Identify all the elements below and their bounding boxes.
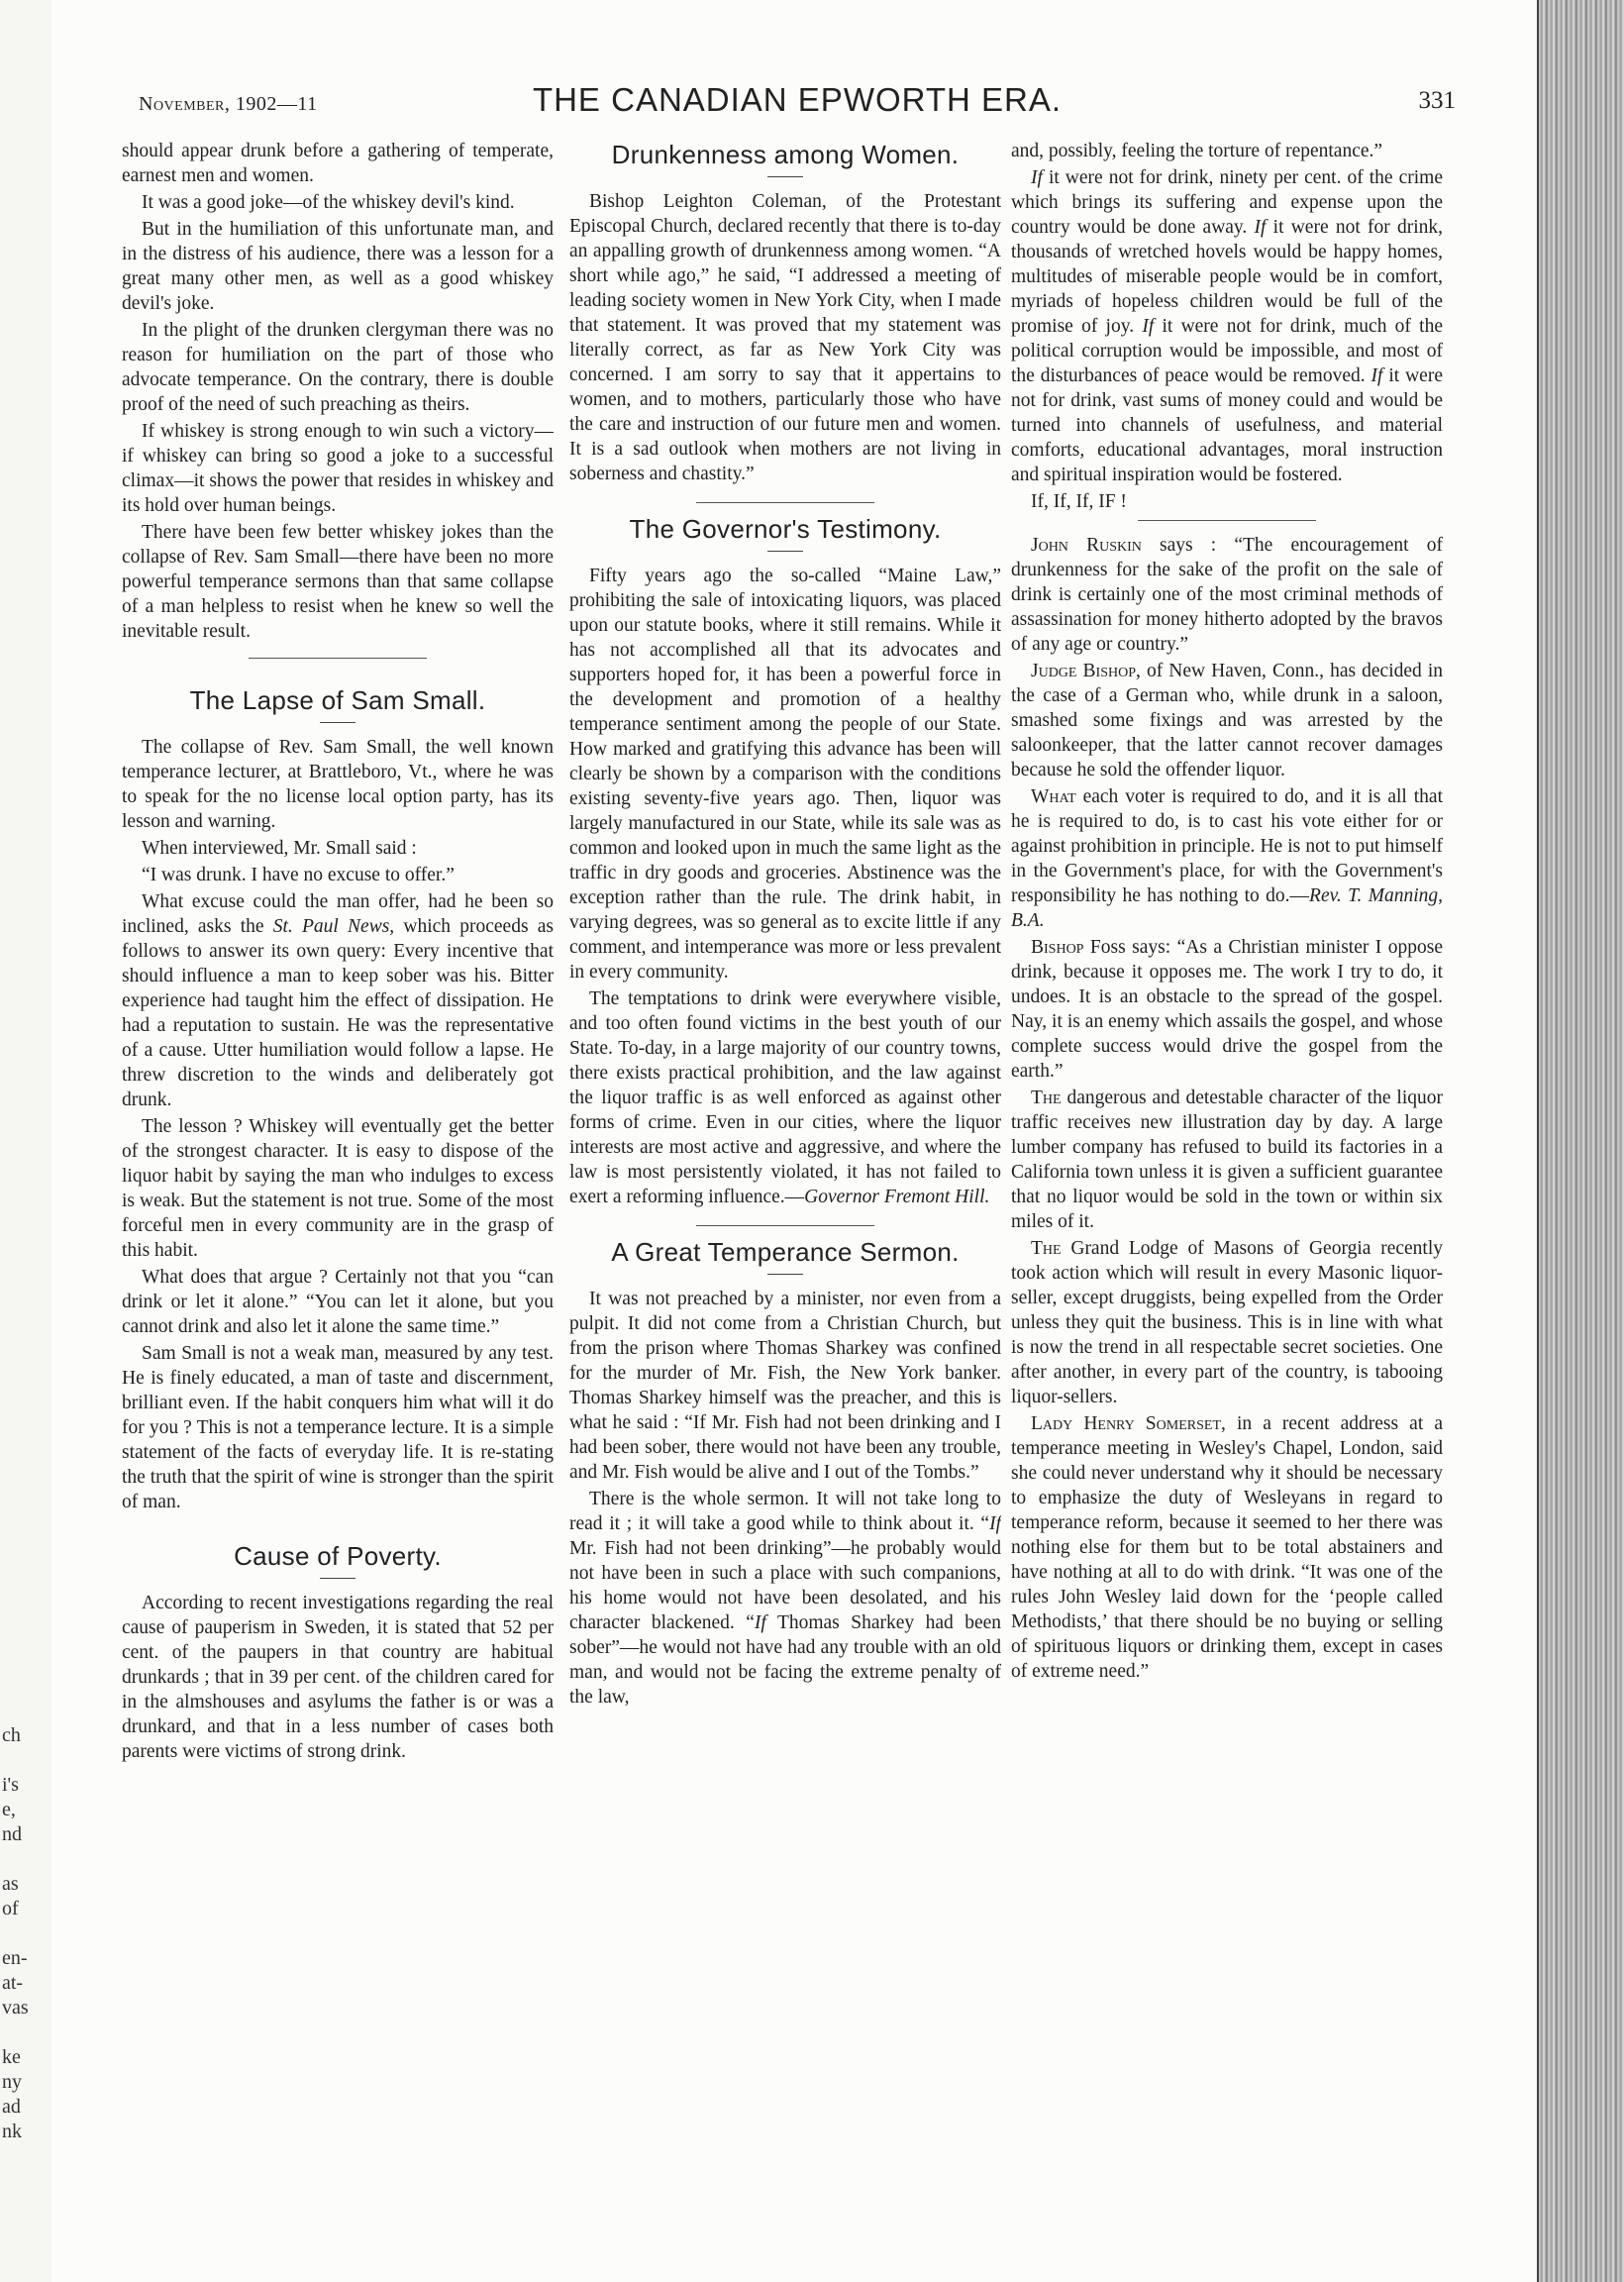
text-run: What excuse could the man offer, had he been so inclined, asks the bbox=[122, 891, 554, 937]
article-heading-lapse: The Lapse of Sam Small. bbox=[189, 685, 486, 715]
paragraph: The collapse of Rev. Sam Small, the well known temperance lecturer, at Brattleboro, Vt., where he was to speak for the no license local option party, has its lesson and warning. bbox=[122, 737, 554, 832]
section-rule bbox=[1138, 520, 1316, 521]
emphasis: If bbox=[1254, 217, 1267, 238]
text-run: There is the whole sermon. It will not take long to read it ; it will take a good while to think about it. “ bbox=[569, 1489, 1001, 1534]
text-run: says : “The encouragement of drunkenness for the sake of the profit on the sale of drink is certainly one of the most criminal methods of assassination for money hitherto adopted by the bravos of any age or country.” bbox=[1011, 535, 1443, 655]
person-name: Lady Henry Somerset bbox=[1031, 1413, 1221, 1434]
lead-word: The bbox=[1031, 1088, 1062, 1108]
paragraph: What does that argue ? Certainly not that you “can drink or let it alone.” “You can let it alone, but you cannot drink and also let it alone the same time.” bbox=[122, 1267, 554, 1337]
paragraph: It was not preached by a minister, nor even from a pulpit. It did not come from a Christian Church, but from the prison where Thomas Sharkey was confined for the murder of Mr. Fish, the New York banker. Thomas Sharkey himself was the preacher, and this is what he said : “If Mr. Fish had not been drinking and I had been sober, there would not have been any trouble, and Mr. Fish would be alive and I out of the Tombs.” bbox=[569, 1289, 1001, 1483]
text-run: , which proceeds as follows to answer its own query: Every incentive that should influence a man to keep sober was his. Bitter experience had taught him the effect of dissipation. He had a reputation to sustain. He was the representative of a cause. Utter humiliation would follow a lapse. He threw discretion to the winds and deliberately got drunk. bbox=[122, 916, 554, 1110]
heading-dash bbox=[320, 722, 355, 723]
emphasis: If bbox=[754, 1612, 766, 1633]
paragraph: But in the humiliation of this unfortunate man, and in the distress of his audience, there was a lesson for a great many other men, as well as a good whiskey devil's joke. bbox=[122, 219, 554, 314]
newspaper-name: St. Paul News bbox=[272, 916, 390, 937]
emphasis: If bbox=[1370, 365, 1383, 386]
signature: Rev. T. Manning, B.A. bbox=[1011, 885, 1443, 931]
fragment-line bbox=[2, 1847, 46, 1872]
magazine-page bbox=[51, 0, 1537, 2282]
paragraph: When interviewed, Mr. Small said : bbox=[142, 838, 417, 859]
issue-date: November, 1902—11 bbox=[139, 93, 318, 115]
paragraph: According to recent investigations regarding the real cause of pauperism in Sweden, it is stated that 52 per cent. of the paupers in that country are habitual drunkards ; that in 39 per cent. of the children cared for in the almshouses and asylums the father is or was a drunkard, and that in a less number of cases both parents were victims of strong drink. bbox=[122, 1593, 554, 1762]
text-run: Thomas Sharkey had been sober”—he would not have had any trouble with an old man, and would not be facing the extreme penalty of the law, bbox=[569, 1612, 1001, 1708]
article-heading-women: Drunkenness among Women. bbox=[611, 140, 960, 169]
paragraph: If, If, If, IF ! bbox=[1031, 491, 1127, 512]
column-3 bbox=[1011, 139, 1443, 1686]
person-name: Judge Bishop bbox=[1031, 661, 1137, 681]
paragraph bbox=[569, 1487, 1001, 1710]
fragment-line bbox=[2, 1921, 46, 1946]
fragment-line: at- bbox=[2, 1972, 24, 1994]
fragment-line: en- bbox=[2, 1947, 28, 1969]
heading-dash bbox=[767, 176, 803, 177]
paragraph: should appear drunk before a gathering of temperate, earnest men and women. bbox=[122, 141, 554, 186]
text-run: dangerous and detestable character of the liquor traffic receives new illustration day by day. A large lumber company has refused to build its factories in a California town unless it is given a sufficient guarantee that no liquor would be sold in the town or within six miles of it. bbox=[1011, 1088, 1443, 1232]
fragment-line: nd bbox=[2, 1823, 22, 1845]
section-rule bbox=[696, 502, 874, 503]
text-run: it were not for drink, thousands of wretched hovels would be happy homes, multitudes of miserable people would be in comfort, myriads of hopeless children would be full of the promise of joy. bbox=[1011, 217, 1443, 337]
text-run: Foss says: “As a Christian minister I oppose drink, because it opposes me. The work I try to do, it undoes. It is an obstacle to the spread of the gospel. Nay, it is an enemy which assails the gospel, and whose complete success would drive the gospel from the earth.” bbox=[1011, 937, 1443, 1082]
paragraph bbox=[1011, 533, 1443, 657]
column-2 bbox=[569, 139, 1001, 1712]
paragraph bbox=[1011, 165, 1443, 487]
text-run: The temptations to drink were everywhere visible, and too often found victims in the best youth of our State. To-day, in a large majority of our country towns, there exists practical prohibition, and the law against the liquor traffic is as well enforced as against other forms of crime. Even in our cities, where the liquor interests are most active and aggressive, and where the law is most persistently violated, it has not failed to exert a reforming influence.— bbox=[569, 988, 1001, 1207]
fragment-line: vas bbox=[2, 1997, 29, 2019]
paragraph bbox=[1011, 935, 1443, 1084]
text-run: , of New Haven, Conn., has decided in the case of a German who, while drunk in a saloon, smashed some fixings and was arrested by the saloonkeeper, that the latter cannot recover damages because he sold the offender liquor. bbox=[1011, 661, 1443, 780]
article-heading-governor: The Governor's Testimony. bbox=[629, 514, 942, 544]
paragraph: Bishop Leighton Coleman, of the Protestant Episcopal Church, declared recently that there is to-day an appalling growth of drunkenness among women. “A short while ago,” he said, “I addressed a meeting of leading society women in New York City, when I made that statement. It was proved that my statement was literally correct, as far as New York City was concerned. I am sorry to say that it appertains to women, and to mothers, particularly those who have the care and instruction of our future men and women. It is a sad outlook when mothers are not living in soberness and chastity.” bbox=[569, 191, 1001, 484]
article-heading-poverty: Cause of Poverty. bbox=[234, 1541, 442, 1571]
fragment-line bbox=[2, 1748, 46, 1773]
fragment-line: ke bbox=[2, 2046, 21, 2068]
paragraph bbox=[1011, 1086, 1443, 1234]
section-rule bbox=[249, 658, 427, 659]
lead-word: The bbox=[1031, 1238, 1062, 1259]
text-run: Grand Lodge of Masons of Georgia recently took action which will result in every Masonic liquor-seller, except druggists, being expelled from the Order unless they quit the business. This is in line with what is now the trend in all respectable secret societies. One after another, in every part of the country, is tabooing liquor-sellers. bbox=[1011, 1238, 1443, 1407]
person-name: Bishop bbox=[1031, 937, 1084, 958]
paragraph: If whiskey is strong enough to win such a victory—if whiskey can bring so good a joke to a successful climax—it shows the power that resides in whiskey and its hold over human beings. bbox=[122, 421, 554, 516]
paragraph bbox=[1011, 1236, 1443, 1409]
column-1 bbox=[122, 139, 554, 1766]
paragraph: In the plight of the drunken clergyman there was no reason for humiliation on the part of those who advocate temperance. On the contrary, there is double proof of the need of such preaching as theirs. bbox=[122, 320, 554, 415]
emphasis: If bbox=[1031, 167, 1043, 188]
heading-dash bbox=[767, 1274, 803, 1275]
previous-page-edge bbox=[0, 0, 54, 2282]
paragraph bbox=[1011, 784, 1443, 933]
paragraph: The lesson ? Whiskey will eventually get the better of the strongest character. It is easy to dispose of the liquor habit by saying the man who indulges to excess is weak. But the statement is not true. Some of the most forceful men in every community are in the grasp of this habit. bbox=[122, 1116, 554, 1261]
paragraph bbox=[569, 986, 1001, 1209]
person-name: John Ruskin bbox=[1031, 535, 1142, 556]
text-run: it were not for drink, much of the political corruption would be impossible, and most of the disturbances of peace would be removed. bbox=[1011, 316, 1443, 386]
lead-word: What bbox=[1031, 786, 1076, 807]
publication-title: THE CANADIAN EPWORTH ERA. bbox=[532, 81, 1063, 118]
heading-dash bbox=[320, 1578, 355, 1579]
fragment-line: of bbox=[2, 1898, 19, 1919]
fragment-line: ch bbox=[2, 1724, 21, 1746]
paragraph: There have been few better whiskey jokes than the collapse of Rev. Sam Small—there have been no more powerful temperance sermons than that same collapse of a man helpless to resist when he knew so well the inevitable result. bbox=[122, 522, 554, 642]
heading-dash bbox=[767, 551, 803, 552]
section-rule bbox=[696, 1225, 874, 1226]
book-spine-edge bbox=[1537, 0, 1624, 2282]
emphasis: If bbox=[989, 1513, 1001, 1534]
paragraph: and, possibly, feeling the torture of repentance.” bbox=[1011, 141, 1383, 161]
fragment-line: as bbox=[2, 1873, 19, 1895]
paragraph: It was a good joke—of the whiskey devil's kind. bbox=[142, 192, 515, 213]
paragraph: “I was drunk. I have no excuse to offer.” bbox=[142, 865, 455, 885]
emphasis: If bbox=[1142, 316, 1155, 337]
paragraph: Fifty years ago the so-called “Maine Law,” prohibiting the sale of intoxicating liquors, was placed upon our statute books, where it still remains. While it has not accomplished all that its advocates and supporters hoped for, it has been a powerful force in the development and promotion of a healthy temperance sentiment among the people of our State. How marked and gratifying this advance has been will clearly be shown by a comparison with the conditions existing seventy-five years ago. Then, liquor was largely manufactured in our State, while its sale was as common and looked upon in much the same light as the traffic in dry goods and groceries. Abstinence was the exception rather than the rule. The drink habit, in varying degrees, was so general as to excite little if any comment, and intemperance was more or less prevalent in every community. bbox=[569, 566, 1001, 983]
text-run: each voter is required to do, and it is all that he is required to do, is to cast his vote either for or against prohibition in principle. He is not to put himself in the Government's place, for with the Government's responsibility he has nothing to do.— bbox=[1011, 786, 1443, 906]
fragment-line: ad bbox=[2, 2096, 21, 2118]
fragment-line: e, bbox=[2, 1799, 16, 1820]
article-heading-sermon: A Great Temperance Sermon. bbox=[611, 1237, 960, 1267]
page-header bbox=[139, 79, 1456, 129]
fragment-line: ny bbox=[2, 2071, 22, 2093]
text-run: it were not for drink, ninety per cent. of the crime which brings its suffering and expense upon the country would be done away. bbox=[1011, 167, 1443, 238]
signature: Governor Fremont Hill. bbox=[804, 1187, 990, 1207]
paragraph bbox=[122, 889, 554, 1112]
fragment-line: nk bbox=[2, 2121, 22, 2142]
fragment-line bbox=[2, 2021, 46, 2045]
page-number: 331 bbox=[1418, 87, 1456, 114]
text-run: Mr. Fish had not been drinking”—he probably would not have been in such a place with such companions, his home would not have been desolated, and his character blackened. “ bbox=[569, 1538, 1001, 1633]
paragraph: Sam Small is not a weak man, measured by any test. He is finely educated, a man of taste and discernment, brilliant even. If the habit conquers him what will it do for you ? This is not a temperance lecture. It is a simple statement of the facts of everyday life. It is re-stating the truth that the spirit of wine is stronger than the spirit of man. bbox=[122, 1343, 554, 1512]
paragraph bbox=[1011, 659, 1443, 782]
previous-page-fragment bbox=[2, 1723, 46, 2144]
text-run: it were not for drink, vast sums of money could and would be turned into channels of usefulness, and material comforts, educational advantages, moral instruction and spiritual inspiration would be fostered. bbox=[1011, 365, 1443, 485]
paragraph bbox=[1011, 1411, 1443, 1684]
text-run: , in a recent address at a temperance meeting in Wesley's Chapel, London, said she could never understand why it should be necessary to emphasize the duty of Wesleyans in regard to temperance reform, because it seemed to her there was nothing else for them but to be total abstainers and have nothing at all to do with drink. “It was one of the rules John Wesley laid down for the ‘people called Methodists,’ that there should be no buying or selling of spirituous liquors or drinking them, except in cases of extreme need.” bbox=[1011, 1413, 1443, 1682]
fragment-line: i's bbox=[2, 1774, 19, 1796]
